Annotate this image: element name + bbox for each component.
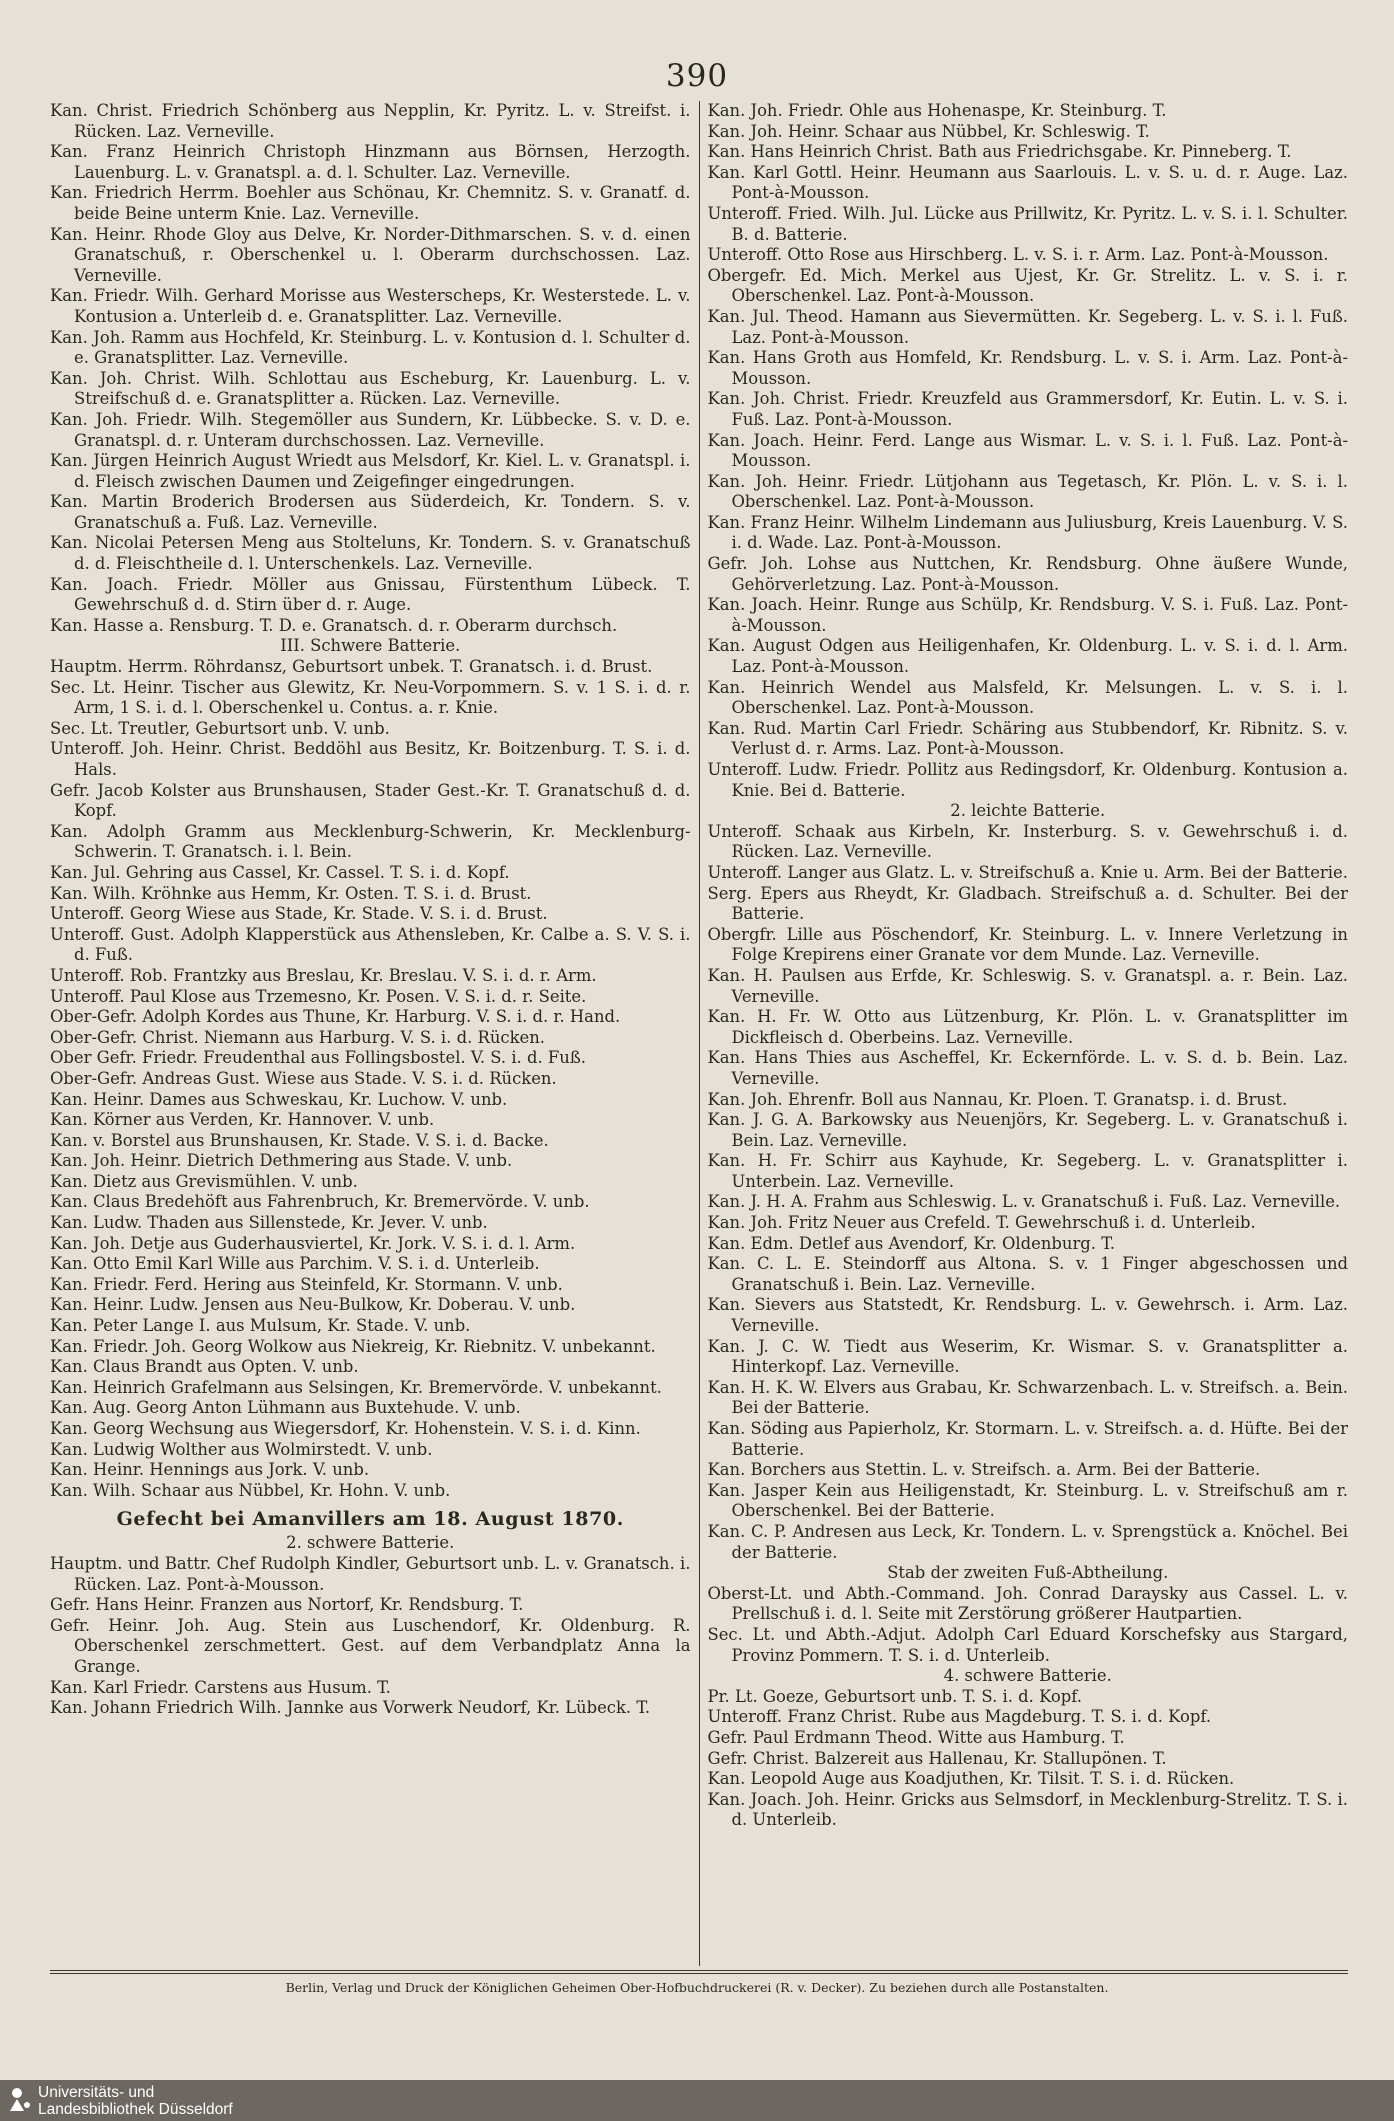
casualty-entry: Gefr. Heinr. Joh. Aug. Stein aus Luschendorf, Kr. Oldenburg. R. Oberschenkel zerschmettert. Gest. auf dem Verbandplatz Anna la Grange. [50,1615,691,1676]
casualty-entry: Kan. Franz Heinr. Wilhelm Lindemann aus Juliusburg, Kreis Lauenburg. V. S. i. d. Wade. Laz. Pont-à-Mousson. [707,512,1348,553]
casualty-entry: Kan. Peter Lange I. aus Mulsum, Kr. Stade. V. unb. [50,1316,471,1336]
right-column [700,101,1349,1966]
casualty-entry: Kan. H. Paulsen aus Erfde, Kr. Schleswig. S. v. Granatspl. a. r. Bein. Laz. Verneville. [707,965,1348,1006]
casualty-entry: Kan. Joach. Friedr. Möller aus Gnissau, Fürstenthum Lübeck. T. Gewehrschuß d. d. Stirn über d. r. Auge. [50,574,691,615]
casualty-entry: Ober-Gefr. Adolph Kordes aus Thune, Kr. Harburg. V. S. i. d. r. Hand. [50,1007,621,1027]
section-heading: III. Schwere Batterie. [280,636,461,656]
section-heading: Gefecht bei Amanvillers am 18. August 1870. [116,1508,624,1531]
casualty-entry: Kan. Christ. Friedrich Schönberg aus Nepplin, Kr. Pyritz. L. v. Streifst. i. Rücken. Laz. Verneville. [50,101,691,141]
casualty-entry: Kan. Jasper Kein aus Heiligenstadt, Kr. Steinburg. L. v. Streifschuß am r. Oberschenkel. Bei der Batterie. [707,1480,1348,1521]
section-heading: Stab der zweiten Fuß-Abtheilung. [887,1563,1169,1583]
casualty-entry: Kan. Dietz aus Grevismühlen. V. unb. [50,1171,358,1191]
casualty-entry: Kan. Heinr. Hennings aus Jork. V. unb. [50,1460,370,1480]
casualty-entry: Kan. Friedr. Joh. Georg Wolkow aus Niekreig, Kr. Riebnitz. V. unbekannt. [50,1336,656,1356]
section-heading: 2. leichte Batterie. [950,801,1106,821]
casualty-entry: Kan. Johann Friedrich Wilh. Jannke aus Vorwerk Neudorf, Kr. Lübeck. T. [50,1698,651,1718]
casualty-entry: Kan. Friedr. Ferd. Hering aus Steinfeld, Kr. Stormann. V. unb. [50,1274,563,1294]
casualty-entry: Kan. Joh. Ramm aus Hochfeld, Kr. Steinburg. L. v. Kontusion d. l. Schulter d. e. Granatsplitter. Laz. Verneville. [50,327,691,368]
casualty-entry: Kan. Heinr. Rhode Gloy aus Delve, Kr. Norder-Dithmarschen. S. v. d. einen Granatschuß, r. Oberschenkel u. l. Oberarm durchschossen. Laz. Verneville. [50,224,691,285]
casualty-entry: Kan. Joh. Detje aus Guderhausviertel, Kr. Jork. V. S. i. d. l. Arm. [50,1233,576,1253]
casualty-entry: Kan. C. L. E. Steindorff aus Altona. S. v. 1 Finger abgeschossen und Granatschuß i. Bein. Laz. Verneville. [707,1254,1348,1294]
casualty-entry: Kan. Rud. Martin Carl Friedr. Schäring aus Stubbendorf, Kr. Ribnitz. S. v. Verlust d. r. Arms. Laz. Pont-à-Mousson. [707,718,1348,759]
casualty-entry: Kan. Wilh. Schaar aus Nübbel, Kr. Hohn. V. unb. [50,1480,451,1500]
casualty-entry: Kan. J. H. A. Frahm aus Schleswig. L. v. Granatschuß i. Fuß. Laz. Verneville. [707,1192,1341,1212]
footer-rule-top [50,1970,1348,1971]
casualty-entry: Gefr. Hans Heinr. Franzen aus Nortorf, Kr. Rendsburg. T. [50,1595,524,1615]
casualty-entry: Oberst-Lt. und Abth.-Command. Joh. Conrad Daraysky aus Cassel. L. v. Prellschuß i. d. l. Seite mit Zerstörung größerer Hautpartien. [707,1583,1348,1624]
casualty-entry: Unteroff. Paul Klose aus Trzemesno, Kr. Posen. V. S. i. d. r. Seite. [50,986,587,1006]
casualty-entry: Kan. Joh. Ehrenfr. Boll aus Nannau, Kr. Ploen. T. Granatsp. i. d. Brust. [707,1089,1288,1109]
casualty-entry: Kan. Heinrich Wendel aus Malsfeld, Kr. Melsungen. L. v. S. i. l. Oberschenkel. Laz. Pont-à-Mousson. [707,677,1348,718]
casualty-entry: Kan. Joh. Heinr. Schaar aus Nübbel, Kr. Schleswig. T. [707,121,1150,141]
section-heading: 4. schwere Batterie. [943,1666,1112,1686]
casualty-entry: Kan. Heinr. Ludw. Jensen aus Neu-Bulkow, Kr. Doberau. V. unb. [50,1295,576,1315]
casualty-entry: Kan. Karl Friedr. Carstens aus Husum. T. [50,1677,391,1697]
casualty-entry: Kan. Nicolai Petersen Meng aus Stolteluns, Kr. Tondern. S. v. Granatschuß d. d. Fleischtheile d. l. Unterschenkels. Laz. Verneville. [50,533,691,574]
text-columns [50,101,1348,1966]
casualty-entry: Sec. Lt. und Abth.-Adjut. Adolph Carl Eduard Korschefsky aus Stargard, Provinz Pommern. T. S. i. d. Unterleib. [707,1624,1348,1665]
casualty-entry: Kan. Aug. Georg Anton Lühmann aus Buxtehude. V. unb. [50,1398,521,1418]
casualty-entry: Kan. Jul. Gehring aus Cassel, Kr. Cassel. T. S. i. d. Kopf. [50,862,510,882]
library-name-line1: Universitäts- und [38,2084,155,2101]
casualty-entry: Kan. Wilh. Kröhnke aus Hemm, Kr. Osten. T. S. i. d. Brust. [50,883,532,903]
casualty-entry: Kan. Karl Gottl. Heinr. Heumann aus Saarlouis. L. v. S. u. d. r. Auge. Laz. Pont-à-Mousson. [707,162,1348,203]
casualty-entry: Kan. Ludwig Wolther aus Wolmirstedt. V. unb. [50,1439,433,1459]
casualty-entry: Kan. Jürgen Heinrich August Wriedt aus Melsdorf, Kr. Kiel. L. v. Granatspl. i. d. Fleisch zwischen Daumen und Zeigefinger eingedrungen. [50,451,691,491]
imprint-footer: Berlin, Verlag und Druck der Königlichen Geheimen Ober-Hofbuchdruckerei (R. v. Decker). Zu beziehen durch alle Postanstalten. [285,1980,1109,1995]
casualty-entry: Kan. Joh. Fritz Neuer aus Crefeld. T. Gewehrschuß i. d. Unterleib. [707,1213,1256,1233]
casualty-entry: Kan. Friedr. Wilh. Gerhard Morisse aus Westerscheps, Kr. Westerstede. L. v. Kontusion a. Unterleib d. e. Granatsplitter. Laz. Verneville. [50,286,691,326]
casualty-entry: Kan. Joach. Heinr. Runge aus Schülp, Kr. Rendsburg. V. S. i. Fuß. Laz. Pont-à-Mousson. [707,595,1348,635]
casualty-entry: Kan. Körner aus Verden, Kr. Hannover. V. unb. [50,1110,435,1130]
casualty-entry: Kan. Joh. Friedr. Ohle aus Hohenaspe, Kr. Steinburg. T. [707,101,1167,120]
casualty-entry: Unteroff. Gust. Adolph Klapperstück aus Athensleben, Kr. Calbe a. S. V. S. i. d. Fuß. [50,924,691,965]
casualty-entry: Kan. Joach. Heinr. Ferd. Lange aus Wismar. L. v. S. i. l. Fuß. Laz. Pont-à-Mousson. [707,430,1348,471]
casualty-entry: Unteroff. Langer aus Glatz. L. v. Streifschuß a. Knie u. Arm. Bei der Batterie. [707,862,1348,882]
casualty-entry: Pr. Lt. Goeze, Geburtsort unb. T. S. i. d. Kopf. [707,1686,1082,1706]
casualty-entry: Serg. Epers aus Rheydt, Kr. Gladbach. Streifschuß a. d. Schulter. Bei der Batterie. [707,883,1348,924]
casualty-entry: Kan. Otto Emil Karl Wille aus Parchim. V. S. i. d. Unterleib. [50,1254,540,1274]
casualty-entry: Kan. Joh. Christ. Friedr. Kreuzfeld aus Grammersdorf, Kr. Eutin. L. v. S. i. Fuß. Laz. Pont-à-Mousson. [707,389,1348,429]
casualty-entry: Kan. Joh. Friedr. Wilh. Stegemöller aus Sundern, Kr. Lübbecke. S. v. D. e. Granatspl. d. r. Unteram durchschossen. Laz. Verneville. [50,409,691,450]
casualty-entry: Gefr. Joh. Lohse aus Nuttchen, Kr. Rendsburg. Ohne äußere Wunde, Gehörverletzung. Laz. Pont-à-Mousson. [707,554,1348,594]
casualty-entry: Kan. H. Fr. Schirr aus Kayhude, Kr. Segeberg. L. v. Granatsplitter i. Unterbein. Laz. Verneville. [707,1151,1348,1191]
casualty-entry: Kan. Friedrich Herrm. Boehler aus Schönau, Kr. Chemnitz. S. v. Granatf. d. beide Beine unterm Knie. Laz. Verneville. [50,183,691,223]
casualty-entry: Hauptm. Herrm. Röhrdansz, Geburtsort unbek. T. Granatsch. i. d. Brust. [50,657,653,677]
casualty-entry: Kan. Borchers aus Stettin. L. v. Streifsch. a. Arm. Bei der Batterie. [707,1460,1261,1480]
casualty-entry: Kan. Sievers aus Statstedt, Kr. Rendsburg. L. v. Gewehrsch. i. Arm. Laz. Verneville. [707,1295,1348,1336]
page-number: 390 [665,58,729,94]
casualty-entry: Ober-Gefr. Andreas Gust. Wiese aus Stade. V. S. i. d. Rücken. [50,1068,557,1088]
casualty-entry: Kan. Leopold Auge aus Koadjuthen, Kr. Tilsit. T. S. i. d. Rücken. [707,1769,1235,1789]
casualty-entry: Ober Gefr. Friedr. Freudenthal aus Follingsbostel. V. S. i. d. Fuß. [50,1048,586,1068]
ulb-logo-icon [8,2085,32,2113]
casualty-entry: Kan. Söding aus Papierholz, Kr. Stormarn. L. v. Streifsch. a. d. Hüfte. Bei der Batterie. [707,1419,1348,1459]
casualty-entry: Obergefr. Ed. Mich. Merkel aus Ujest, Kr. Gr. Strelitz. L. v. S. i. r. Oberschenkel. Laz. Pont-à-Mousson. [707,265,1348,306]
casualty-entry: Kan. Claus Bredehöft aus Fahrenbruch, Kr. Bremervörde. V. unb. [50,1192,590,1212]
casualty-entry: Obergfr. Lille aus Pöschendorf, Kr. Steinburg. L. v. Innere Verletzung in Folge Krepirens einer Granate vor dem Munde. Laz. Verneville. [707,924,1348,965]
casualty-entry: Kan. Heinr. Dames aus Schweskau, Kr. Luchow. V. unb. [50,1089,508,1109]
casualty-entry: Unteroff. Otto Rose aus Hirschberg. L. v. S. i. r. Arm. Laz. Pont-à-Mousson. [707,245,1329,265]
footer-rule-bottom [50,1973,1348,1974]
casualty-entry: Kan. J. G. A. Barkowsky aus Neuenjörs, Kr. Segeberg. L. v. Granatschuß i. Bein. Laz. Verneville. [707,1110,1348,1150]
casualty-entry: Gefr. Christ. Balzereit aus Hallenau, Kr. Stallupönen. T. [707,1748,1167,1768]
casualty-entry: Kan. Hans Heinrich Christ. Bath aus Friedrichsgabe. Kr. Pinneberg. T. [707,142,1292,162]
library-name-line2: Landesbibliothek Düsseldorf [38,2101,233,2118]
casualty-entry: Unteroff. Schaak aus Kirbeln, Kr. Insterburg. S. v. Gewehrschuß i. d. Rücken. Laz. Verneville. [707,821,1348,862]
casualty-entry: Unteroff. Fried. Wilh. Jul. Lücke aus Prillwitz, Kr. Pyritz. L. v. S. i. l. Schulter. B. d. Batterie. [707,203,1348,244]
casualty-entry: Kan. Martin Broderich Brodersen aus Süderdeich, Kr. Tondern. S. v. Granatschuß a. Fuß. Laz. Verneville. [50,492,691,532]
casualty-entry: Unteroff. Georg Wiese aus Stade, Kr. Stade. V. S. i. d. Brust. [50,904,548,924]
casualty-entry: Unteroff. Franz Christ. Rube aus Magdeburg. T. S. i. d. Kopf. [707,1707,1212,1727]
casualty-entry: Kan. J. C. W. Tiedt aus Weserim, Kr. Wismar. S. v. Granatsplitter a. Hinterkopf. Laz. Verneville. [707,1336,1348,1377]
casualty-entry: Unteroff. Joh. Heinr. Christ. Beddöhl aus Besitz, Kr. Boitzenburg. T. S. i. d. Hals. [50,739,691,779]
casualty-entry: Kan. Heinrich Grafelmann aus Selsingen, Kr. Bremervörde. V. unbekannt. [50,1377,662,1397]
section-heading: 2. schwere Batterie. [286,1533,455,1553]
casualty-entry: Sec. Lt. Heinr. Tischer aus Glewitz, Kr. Neu-Vorpommern. S. v. 1 S. i. d. r. Arm, 1 S. i. d. l. Oberschenkel u. Contus. a. r. Knie. [50,677,691,718]
casualty-entry: Kan. C. P. Andresen aus Leck, Kr. Tondern. L. v. Sprengstück a. Knöchel. Bei der Batterie. [707,1521,1348,1562]
library-label [38,2084,233,2118]
casualty-entry: Sec. Lt. Treutler, Geburtsort unb. V. unb. [50,718,390,738]
casualty-entry: Gefr. Paul Erdmann Theod. Witte aus Hamburg. T. [707,1727,1125,1747]
casualty-entry: Kan. Hans Thies aus Ascheffel, Kr. Eckernförde. L. v. S. d. b. Bein. Laz. Verneville. [707,1048,1348,1088]
casualty-entry: Kan. Joh. Heinr. Friedr. Lütjohann aus Tegetasch, Kr. Plön. L. v. S. i. l. Oberschenkel. Laz. Pont-à-Mousson. [707,471,1348,512]
casualty-entry: Kan. Edm. Detlef aus Avendorf, Kr. Oldenburg. T. [707,1233,1115,1253]
casualty-entry: Kan. Joach. Joh. Heinr. Gricks aus Selmsdorf, in Mecklenburg-Strelitz. T. S. i. d. Unterleib. [707,1789,1348,1830]
casualty-entry: Kan. Adolph Gramm aus Mecklenburg-Schwerin, Kr. Mecklenburg-Schwerin. T. Granatsch. i. l. Bein. [50,821,691,862]
casualty-entry: Unteroff. Rob. Frantzky aus Breslau, Kr. Breslau. V. S. i. d. r. Arm. [50,965,597,985]
casualty-entry: Kan. August Odgen aus Heiligenhafen, Kr. Oldenburg. L. v. S. i. d. l. Arm. Laz. Pont-à-Mousson. [707,636,1348,677]
casualty-entry: Kan. Hans Groth aus Homfeld, Kr. Rendsburg. L. v. S. i. Arm. Laz. Pont-à-Mousson. [707,348,1348,388]
casualty-entry: Gefr. Jacob Kolster aus Brunshausen, Stader Gest.-Kr. T. Granatschuß d. d. Kopf. [50,780,691,821]
casualty-entry: Kan. Hasse a. Rensburg. T. D. e. Granatsch. d. r. Oberarm durchsch. [50,615,618,635]
casualty-entry: Kan. v. Borstel aus Brunshausen, Kr. Stade. V. S. i. d. Backe. [50,1130,549,1150]
casualty-entry: Kan. Claus Brandt aus Opten. V. unb. [50,1357,359,1377]
casualty-entry: Kan. Joh. Christ. Wilh. Schlottau aus Escheburg, Kr. Lauenburg. L. v. Streifschuß d. e. Granatsplitter a. Rücken. Laz. Verneville. [50,368,691,409]
casualty-entry: Unteroff. Ludw. Friedr. Pollitz aus Redingsdorf, Kr. Oldenburg. Kontusion a. Knie. Bei d. Batterie. [707,760,1348,800]
casualty-entry: Kan. Georg Wechsung aus Wiegersdorf, Kr. Hohenstein. V. S. i. d. Kinn. [50,1419,641,1438]
left-column [50,101,699,1966]
casualty-entry: Kan. Franz Heinrich Christoph Hinzmann aus Börnsen, Herzogth. Lauenburg. L. v. Granatspl. a. d. l. Schulter. Laz. Verneville. [50,142,691,182]
casualty-entry: Kan. H. Fr. W. Otto aus Lützenburg, Kr. Plön. L. v. Granatsplitter im Dickfleisch d. Oberbeins. Laz. Verneville. [707,1007,1348,1047]
casualty-entry: Kan. Jul. Theod. Hamann aus Sievermütten. Kr. Segeberg. L. v. S. i. l. Fuß. Laz. Pont-à-Mousson. [707,306,1348,347]
casualty-entry: Hauptm. und Battr. Chef Rudolph Kindler, Geburtsort unb. L. v. Granatsch. i. Rücken. Laz. Pont-à-Mousson. [50,1553,691,1594]
casualty-entry: Kan. Ludw. Thaden aus Sillenstede, Kr. Jever. V. unb. [50,1213,488,1233]
casualty-entry: Ober-Gefr. Christ. Niemann aus Harburg. V. S. i. d. Rücken. [50,1027,545,1047]
casualty-entry: Kan. Joh. Heinr. Dietrich Dethmering aus Stade. V. unb. [50,1151,513,1171]
casualty-entry: Kan. H. K. W. Elvers aus Grabau, Kr. Schwarzenbach. L. v. Streifsch. a. Bein. Bei der Batterie. [707,1377,1348,1418]
